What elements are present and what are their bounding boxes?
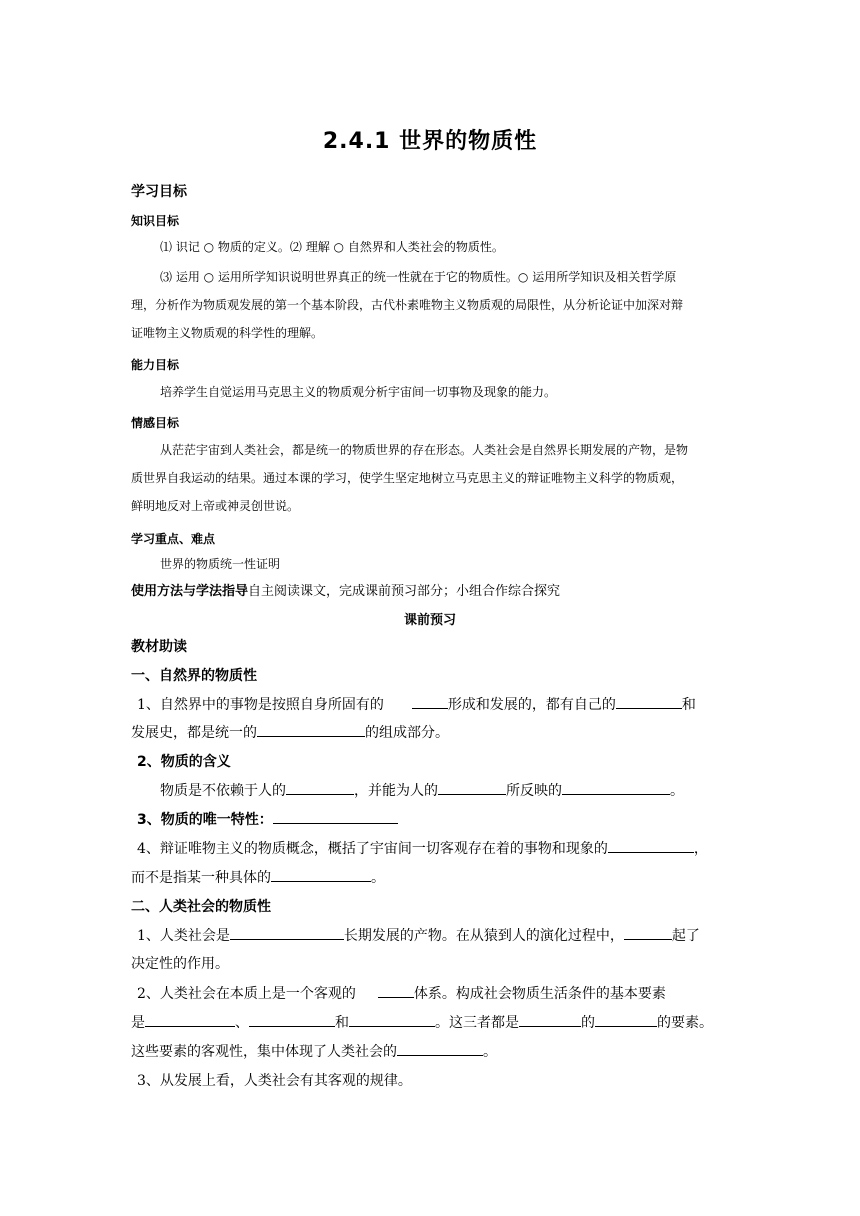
section-2-heading: 二、人类社会的物质性 [131,899,271,915]
sec2-q2-text-i: 这些要素的客观性，集中体现了人类社会的 [131,1044,397,1060]
sec2-q2-text-d: 、 [235,1015,249,1031]
answer-blank[interactable] [230,925,344,940]
sec1-q4-text-d: 。 [371,870,385,886]
answer-blank[interactable] [608,838,694,853]
answer-blank[interactable] [271,867,371,882]
sec1-q1-text-e: 的组成部分。 [365,725,449,741]
emotion-goal-line-3: 鲜明地反对上帝或神灵创世说。 [131,499,300,513]
key-points-line-1: 世界的物质统一性证明 [160,557,281,571]
answer-blank[interactable] [286,780,354,795]
sec2-q2-text-a: 2、人类社会在本质上是一个客观的 [137,986,356,1002]
answer-blank[interactable] [562,780,670,795]
sec1-q2-heading: 2、物质的含义 [137,754,231,770]
emotion-goal-line-1: 从茫茫宇宙到人类社会，都是统一的物质世界的存在形态。人类社会是自然界长期发展的产物，是物 [160,443,689,457]
sec1-q1-line1 [137,694,696,714]
sec1-q2-text-a: 物质是不依赖于人的 [160,783,286,799]
knowledge-goal-line-3: 理，分析作为物质观发展的第一个基本阶段，古代朴素唯物主义物质观的局限性，从分析论证中加深对辩 [131,298,684,312]
sec1-q3-line [137,809,398,829]
sec1-q1-text-b: 形成和发展的，都有自己的 [447,697,616,713]
sec2-q2-line3 [131,1041,497,1061]
sec1-q4-line2 [131,867,385,887]
answer-blank[interactable] [378,983,414,998]
method-text: 自主阅读课文，完成课前预习部分；小组合作综合探究 [248,584,561,599]
sec1-q4-text-b: ， [693,841,708,857]
preview-heading: 课前预习 [403,613,456,628]
sec2-q1-text-b: 长期发展的产物。在从猿到人的演化过程中， [343,928,624,944]
answer-blank[interactable] [519,1012,581,1027]
page-title: 2.4.1 世界的物质性 [322,129,538,154]
knowledge-goal-line-2: ⑶ 运用 ○ 运用所学知识说明世界真正的统一性就在于它的物质性。○ 运用所学知识及相关哲学原 [160,270,677,284]
sec1-q2-text-c: 所反映的 [506,783,562,799]
textbook-guide-heading: 教材助读 [131,639,187,655]
sec1-q3-heading: 3、物质的唯一特性： [137,812,273,828]
answer-blank[interactable] [438,780,506,795]
emotion-goal-line-2: 质世界自我运动的结果。通过本课的学习，使学生坚定地树立马克思主义的辩证唯物主义科学的物质观， [131,471,684,485]
emotion-goal-heading: 情感目标 [131,416,180,430]
answer-blank[interactable] [145,1012,235,1027]
answer-blank[interactable] [624,925,672,940]
answer-blank[interactable] [616,694,682,709]
knowledge-goal-line-1: ⑴ 识记 ○ 物质的定义。⑵ 理解 ○ 自然界和人类社会的物质性。 [160,240,504,254]
ability-goal-heading: 能力目标 [131,358,180,372]
answer-blank[interactable] [397,1041,483,1056]
method-line [131,580,560,599]
answer-blank[interactable] [273,809,398,824]
sec2-q2-gap [356,984,378,998]
sec1-q2-text-d: 。 [670,783,684,799]
answer-blank[interactable] [595,1012,657,1027]
sec1-q1-text-a: 1、自然界中的事物是按照自身所固有的 [137,697,384,713]
sec2-q2-text-c: 是 [131,1015,145,1031]
sec2-q2-text-b: 体系。构成社会物质生活条件的基本要素 [413,986,666,1002]
answer-blank[interactable] [249,1012,335,1027]
section-1-heading: 一、自然界的物质性 [131,668,257,684]
sec1-q1-gap [384,695,412,709]
sec1-q4-text-c: 而不是指某一种具体的 [131,870,271,886]
sec1-q2-text-b: ，并能为人的 [354,783,438,799]
answer-blank[interactable] [349,1012,435,1027]
sec2-q2-text-g: 的 [581,1015,595,1031]
sec1-q4-text-a: 4、辩证唯物主义的物质概念，概括了宇宙间一切客观存在着的事物和现象的 [137,841,608,857]
sec2-q2-line2 [131,1012,713,1032]
sec2-q2-line1 [137,983,666,1003]
sec1-q1-text-d: 发展史，都是统一的 [131,725,257,741]
sec1-q4-line1 [137,838,708,858]
sec2-q2-text-j: 。 [483,1044,497,1060]
answer-blank[interactable] [412,694,448,709]
knowledge-goal-line-4: 证唯物主义物质观的科学性的理解。 [131,326,324,340]
answer-blank[interactable] [257,722,365,737]
sec2-q2-text-e: 和 [335,1015,349,1031]
ability-goal-line-1: 培养学生自觉运用马克思主义的物质观分析宇宙间一切事物及现象的能力。 [160,385,557,399]
sec2-q1-line1 [137,925,700,945]
sec2-q2-text-f: 。这三者都是 [435,1015,519,1031]
sec2-q3-line: 3、从发展上看，人类社会有其客观的规律。 [137,1073,412,1089]
sec1-q1-line2 [131,722,449,742]
sec2-q2-text-h: 的要素。 [657,1015,713,1031]
method-label: 使用方法与学法指导 [131,584,249,599]
sec1-q2-line [160,780,684,800]
key-points-heading: 学习重点、难点 [131,532,216,546]
knowledge-goal-heading: 知识目标 [131,214,180,228]
sec2-q1-text-a: 1、人类社会是 [137,928,230,944]
sec2-q1-line2: 决定性的作用。 [131,956,229,972]
sec2-q1-text-c: 起了 [671,928,700,944]
goals-heading: 学习目标 [131,184,187,200]
sec1-q1-text-c: 和 [681,697,696,713]
